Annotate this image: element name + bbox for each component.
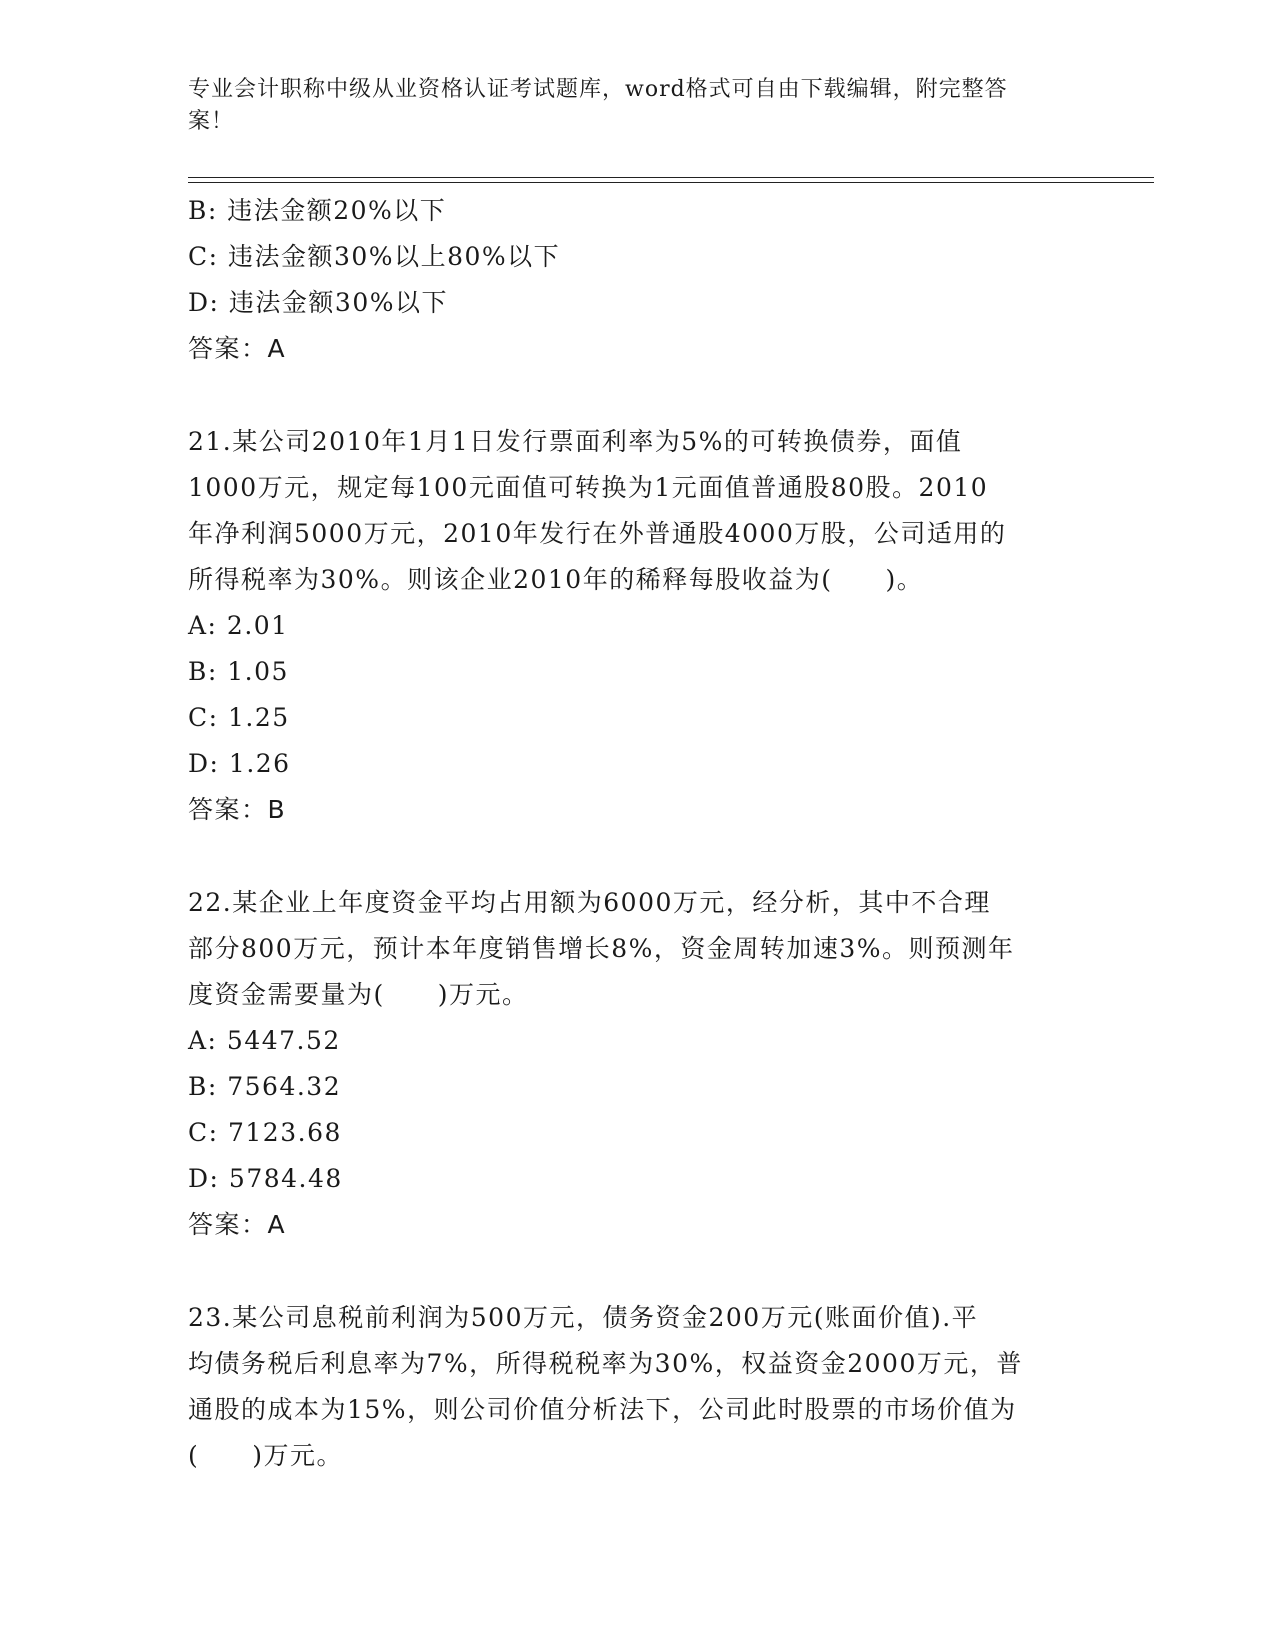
answer-line: 答案：B xyxy=(188,795,287,824)
header-line-2: 案！ xyxy=(188,109,235,134)
question-text-line: 1000万元，规定每100元面值可转换为1元面值普通股80股。2010 xyxy=(188,473,989,502)
option-c: C: 违法金额30%以上80%以下 xyxy=(188,242,561,271)
prev-question-block xyxy=(188,188,1088,372)
spacer xyxy=(188,833,1088,880)
question-text-line: 所得税率为30%。则该企业2010年的稀释每股收益为( )。 xyxy=(188,565,924,594)
question-text-line: 21.某公司2010年1月1日发行票面利率为5%的可转换债券，面值 xyxy=(188,427,963,456)
option-d: D: 违法金额30%以下 xyxy=(188,288,448,317)
header-rule-bottom xyxy=(188,182,1154,183)
question-21 xyxy=(188,419,1088,833)
question-22 xyxy=(188,880,1088,1248)
question-text-line: 度资金需要量为( )万元。 xyxy=(188,980,529,1009)
answer-line: 答案：A xyxy=(188,1210,287,1239)
spacer xyxy=(188,1248,1088,1295)
option-b: B: 7564.32 xyxy=(188,1072,342,1101)
option-d: D: 5784.48 xyxy=(188,1164,343,1193)
option-b: B: 1.05 xyxy=(188,657,289,686)
question-text-line: ( )万元。 xyxy=(188,1441,344,1470)
option-c: C: 7123.68 xyxy=(188,1118,342,1147)
option-d: D: 1.26 xyxy=(188,749,291,778)
answer-line: 答案：A xyxy=(188,334,287,363)
option-c: C: 1.25 xyxy=(188,703,290,732)
question-text-line: 部分800万元，预计本年度销售增长8%，资金周转加速3%。则预测年 xyxy=(188,934,1015,963)
question-text-line: 年净利润5000万元，2010年发行在外普通股4000万股，公司适用的 xyxy=(188,519,1007,548)
question-text-line: 23.某公司息税前利润为500万元，债务资金200万元(账面价值).平 xyxy=(188,1303,979,1332)
option-a: A: 2.01 xyxy=(188,611,289,640)
question-text-line: 通股的成本为15%，则公司价值分析法下，公司此时股票的市场价值为 xyxy=(188,1395,1017,1424)
question-text-line: 均债务税后利息率为7%，所得税税率为30%，权益资金2000万元，普 xyxy=(188,1349,1023,1378)
header-line-1: 专业会计职称中级从业资格认证考试题库，word格式可自由下载编辑，附完整答 xyxy=(188,77,1008,102)
document-body xyxy=(188,188,1088,1479)
page-header xyxy=(188,74,1068,138)
question-text-line: 22.某企业上年度资金平均占用额为6000万元，经分析，其中不合理 xyxy=(188,888,991,917)
option-b: B: 违法金额20%以下 xyxy=(188,196,447,225)
spacer xyxy=(188,372,1088,419)
question-23 xyxy=(188,1295,1088,1479)
option-a: A: 5447.52 xyxy=(188,1026,341,1055)
header-rule-top xyxy=(188,177,1154,178)
